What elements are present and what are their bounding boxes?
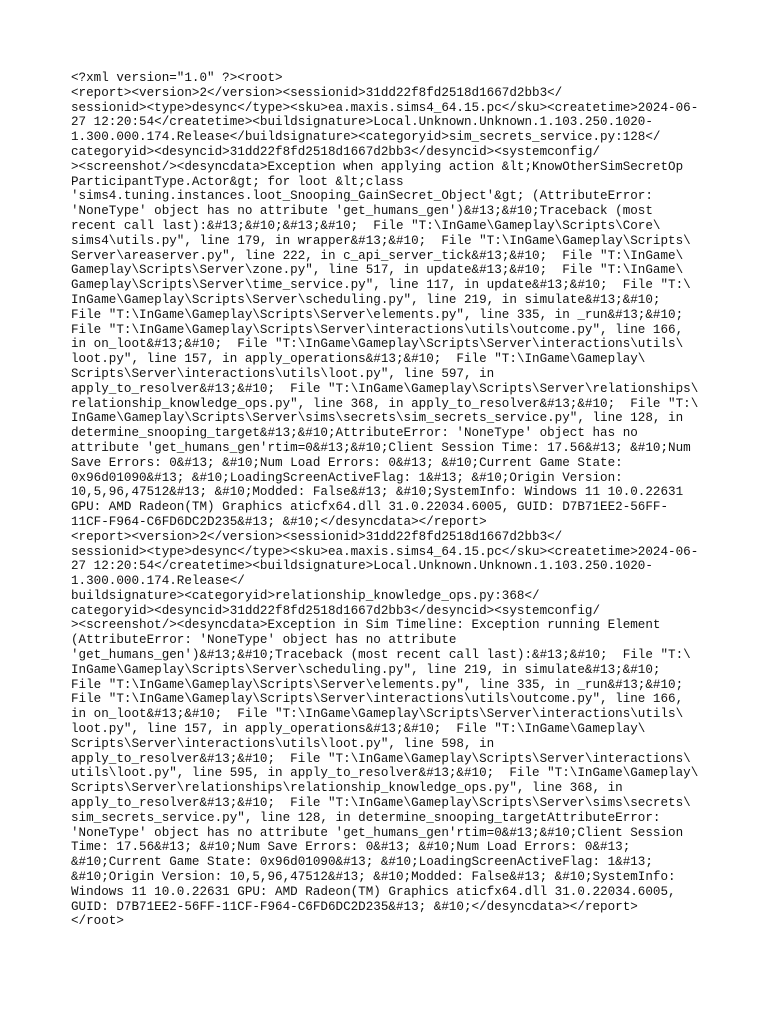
text-line: <report><version>2</version><sessionid>31dd22f8fd2518d1667d2bb3</ [71, 85, 563, 100]
text-line: 11CF-F964-C6FD6DC2D235&#13; &#10;</desyncdata></report> [71, 514, 487, 529]
text-line: 27 12:20:54</createtime><buildsignature>Local.Unknown.Unknown.1.103.250.1020- [71, 559, 653, 574]
text-line: File "T:\InGame\Gameplay\Scripts\Server\elements.py", line 335, in _run&#13;&#10; [71, 677, 684, 692]
text-line: ParticipantType.Actor&gt; for loot &lt;class [71, 174, 404, 189]
text-line: Server\areaserver.py", line 222, in c_api_server_tick&#13;&#10; File "T:\InGame\ [71, 248, 684, 263]
text-line: categoryid><desyncid>31dd22f8fd2518d1667d2bb3</desyncid><systemconfig/ [71, 144, 601, 159]
text-line: 'NoneType' object has no attribute 'get_humans_gen')&#13;&#10;Traceback (most [71, 204, 653, 219]
text-line: File "T:\InGame\Gameplay\Scripts\Server\interactions\utils\outcome.py", line 166, [71, 692, 684, 707]
text-line: </root> [71, 914, 124, 929]
text-line: Scripts\Server\relationships\relationship_knowledge_ops.py", line 368, in [71, 781, 623, 796]
text-line: determine_snooping_target&#13;&#10;AttributeError: 'NoneType' object has no [71, 426, 638, 441]
text-line: sim_secrets_service.py", line 128, in determine_snooping_targetAttributeError: [71, 810, 661, 825]
text-line: apply_to_resolver&#13;&#10; File "T:\InGame\Gameplay\Scripts\Server\relationships\ [71, 381, 699, 396]
text-line: attribute 'get_humans_gen'rtim=0&#13;&#10;Client Session Time: 17.56&#13; &#10;Num [71, 440, 691, 455]
text-line: 'NoneType' object has no attribute 'get_humans_gen'rtim=0&#13;&#10;Client Session [71, 825, 684, 840]
text-line: loot.py", line 157, in apply_operations&#13;&#10; File "T:\InGame\Gameplay\ [71, 722, 646, 737]
text-line: utils\loot.py", line 595, in apply_to_resolver&#13;&#10; File "T:\InGame\Gameplay\ [71, 766, 699, 781]
text-line: sims4\utils.py", line 179, in wrapper&#13;&#10; File "T:\InGame\Gameplay\Scripts\ [71, 233, 691, 248]
text-line: relationship_knowledge_ops.py", line 368, in apply_to_resolver&#13;&#10; File "T:\ [71, 396, 699, 411]
text-line: recent call last):&#13;&#10;&#13;&#10; File "T:\InGame\Gameplay\Scripts\Core\ [71, 218, 661, 233]
text-line: ><screenshot/><desyncdata>Exception when applying action &lt;KnowOtherSimSecretOp [71, 159, 684, 174]
text-line: InGame\Gameplay\Scripts\Server\scheduling.py", line 219, in simulate&#13;&#10; [71, 662, 661, 677]
text-line: categoryid><desyncid>31dd22f8fd2518d1667d2bb3</desyncid><systemconfig/ [71, 603, 601, 618]
text-line: <?xml version="1.0" ?><root> [71, 71, 283, 85]
text-line: 10,5,96,47512&#13; &#10;Modded: False&#13; &#10;SystemInfo: Windows 11 10.0.22631 [71, 485, 684, 500]
text-line: in on_loot&#13;&#10; File "T:\InGame\Gameplay\Scripts\Server\interactions\utils\ [71, 707, 684, 722]
text-line: apply_to_resolver&#13;&#10; File "T:\InGame\Gameplay\Scripts\Server\sims\secrets\ [71, 796, 691, 811]
text-line: &#10;Current Game State: 0x96d01090&#13; &#10;LoadingScreenActiveFlag: 1&#13; [71, 855, 653, 870]
text-line: in on_loot&#13;&#10; File "T:\InGame\Gameplay\Scripts\Server\interactions\utils\ [71, 337, 684, 352]
text-line: sessionid><type>desync</type><sku>ea.maxis.sims4_64.15.pc</sku><createtime>2024-06- [71, 544, 699, 559]
text-line: buildsignature><categoryid>relationship_knowledge_ops.py:368</ [71, 588, 540, 603]
text-line: 27 12:20:54</createtime><buildsignature>Local.Unknown.Unknown.1.103.250.1020- [71, 115, 653, 130]
text-line: Scripts\Server\interactions\utils\loot.py", line 598, in [71, 736, 495, 751]
text-line: 1.300.000.174.Release</buildsignature><categoryid>sim_secrets_service.py:128</ [71, 130, 661, 145]
text-line: File "T:\InGame\Gameplay\Scripts\Server\interactions\utils\outcome.py", line 166, [71, 322, 684, 337]
xml-log-text [71, 71, 711, 929]
text-line: Gameplay\Scripts\Server\time_service.py", line 117, in update&#13;&#10; File "T:\ [71, 278, 691, 293]
text-line: &#10;Origin Version: 10,5,96,47512&#13; &#10;Modded: False&#13; &#10;SystemInfo: [71, 870, 676, 885]
text-line: Save Errors: 0&#13; &#10;Num Load Errors: 0&#13; &#10;Current Game State: [71, 455, 623, 470]
text-line: 'sims4.tuning.instances.loot_Snooping_GainSecret_Object'&gt; (AttributeError: [71, 189, 653, 204]
text-line: Time: 17.56&#13; &#10;Num Save Errors: 0&#13; &#10;Num Load Errors: 0&#13; [71, 840, 631, 855]
text-line: <report><version>2</version><sessionid>31dd22f8fd2518d1667d2bb3</ [71, 529, 563, 544]
text-line: GUID: D7B71EE2-56FF-11CF-F964-C6FD6DC2D235&#13; &#10;</desyncdata></report> [71, 899, 638, 914]
text-line: 0x96d01090&#13; &#10;LoadingScreenActiveFlag: 1&#13; &#10;Origin Version: [71, 470, 623, 485]
text-line: 1.300.000.174.Release</ [71, 574, 245, 589]
text-line: InGame\Gameplay\Scripts\Server\scheduling.py", line 219, in simulate&#13;&#10; [71, 292, 661, 307]
text-line: 'get_humans_gen')&#13;&#10;Traceback (most recent call last):&#13;&#10; File "T:\ [71, 648, 691, 663]
text-line: Gameplay\Scripts\Server\zone.py", line 517, in update&#13;&#10; File "T:\InGame\ [71, 263, 684, 278]
text-line: (AttributeError: 'NoneType' object has no attribute [71, 633, 457, 648]
text-line: apply_to_resolver&#13;&#10; File "T:\InGame\Gameplay\Scripts\Server\interactions\ [71, 751, 691, 766]
text-line: loot.py", line 157, in apply_operations&#13;&#10; File "T:\InGame\Gameplay\ [71, 352, 646, 367]
text-line: Windows 11 10.0.22631 GPU: AMD Radeon(TM) Graphics aticfx64.dll 31.0.22034.6005, [71, 884, 676, 899]
text-line: Scripts\Server\interactions\utils\loot.py", line 597, in [71, 366, 495, 381]
text-line: InGame\Gameplay\Scripts\Server\sims\secrets\sim_secrets_service.py", line 128, in [71, 411, 684, 426]
text-line: File "T:\InGame\Gameplay\Scripts\Server\elements.py", line 335, in _run&#13;&#10; [71, 307, 684, 322]
text-line: GPU: AMD Radeon(TM) Graphics aticfx64.dll 31.0.22034.6005, GUID: D7B71EE2-56FF- [71, 500, 669, 515]
text-line: sessionid><type>desync</type><sku>ea.maxis.sims4_64.15.pc</sku><createtime>2024-06- [71, 100, 699, 115]
text-line: ><screenshot/><desyncdata>Exception in Sim Timeline: Exception running Element [71, 618, 661, 633]
